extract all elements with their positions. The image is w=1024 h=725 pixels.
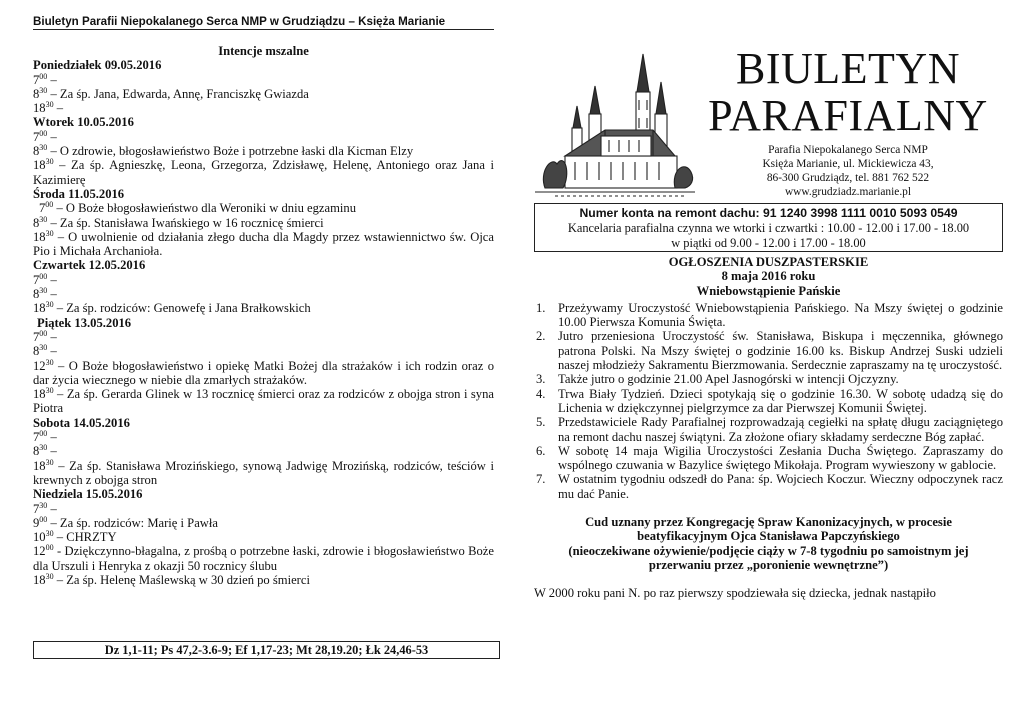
announcement-item — [534, 372, 1003, 386]
mass-minutes: 30 — [45, 300, 54, 310]
mass-intention — [33, 544, 494, 573]
mass-hour: 7 — [33, 430, 40, 445]
mass-hour: 8 — [33, 344, 40, 359]
intention-text: – O zdrowie, błogosławieństwo Boże i potrzebne łaski dla Kicman Elzy — [47, 144, 414, 159]
announcements-section — [534, 255, 1003, 601]
mass-intention — [33, 344, 494, 358]
mass-intention — [33, 459, 494, 488]
mass-intention — [33, 273, 494, 287]
announcement-number: 2. — [536, 329, 546, 344]
announcement-text: Przedstawiciele Rady Parafialnej rozprowadzają cegiełki na spłatę długu zaciągniętego na remont dachu naszej świątyni. Za złożone ofiary składamy serdeczne Bóg zapłać. — [558, 415, 1003, 444]
announcement-text: Przeżywamy Uroczystość Wniebowstąpienia Pańskiego. Na Mszy świętej o godzinie 10.00 Pierwsza Komunia Święta. — [558, 300, 1003, 330]
mass-hour: 18 — [33, 301, 46, 316]
intention-text: – — [47, 72, 57, 87]
mass-intention — [33, 158, 494, 187]
mass-minutes: 00 — [39, 128, 48, 138]
bulletin-header: Biuletyn Parafii Niepokalanego Serca NMP w Grudziądzu – Księża Marianie — [33, 14, 494, 30]
mass-hour: 18 — [33, 572, 46, 587]
intention-text: – Za śp. rodziców: Genowefę i Jana Brałkowskich — [53, 301, 311, 316]
day-title: Sobota 14.05.2016 — [33, 415, 130, 430]
office-hours-1: Kancelaria parafialna czynna we wtorki i czwartki : 10.00 - 12.00 i 17.00 - 18.00 — [567, 221, 970, 235]
mass-intention — [33, 444, 494, 458]
intention-text: – — [47, 329, 57, 344]
intention-text: – O Boże błogosławieństwo dla Weroniki w dniu egzaminu — [53, 201, 356, 216]
day-title: Wtorek 10.05.2016 — [33, 115, 134, 130]
mass-minutes: 30 — [39, 214, 48, 224]
mass-intention — [33, 230, 494, 259]
announcement-number: 3. — [536, 372, 546, 387]
mass-hour: 12 — [33, 544, 46, 559]
mass-hour: 8 — [33, 444, 40, 459]
intention-text: – Za śp. Jana, Edwarda, Annę, Franciszkę Gwiazda — [47, 86, 309, 101]
intention-text: – — [53, 101, 64, 116]
parish-address — [733, 143, 963, 199]
mass-hour: 8 — [33, 144, 40, 159]
announcement-number: 7. — [536, 472, 546, 487]
intention-text: – Za śp. Stanisława Mrozińskiego, synową Jadwigę Mrozińską, rodziców, teściów i krewnych z obojga stron — [33, 458, 494, 487]
mass-intention — [33, 73, 494, 87]
address-line-3: 86-300 Grudziądz, tel. 881 762 522 — [766, 172, 930, 184]
mass-minutes: 30 — [39, 343, 48, 353]
announcements-title: OGŁOSZENIA DUSZPASTERSKIE — [668, 255, 869, 269]
intention-text: – Za śp. Gerarda Glinek w 13 rocznicę śmierci oraz za rodziców z obojga stron i syna Piotra — [33, 387, 494, 416]
mass-intention — [33, 430, 494, 444]
mass-hour: 7 — [33, 501, 40, 516]
miracle-line-1: Cud uznany przez Kongregację Spraw Kanonizacyjnych, w procesie — [585, 515, 952, 530]
mass-intentions-list — [33, 58, 494, 587]
intention-text: – O uwolnienie od działania złego ducha dla Magdy przez wstawiennictwo św. Ojca Pio i Michała Archanioła. — [33, 229, 494, 259]
intention-text: – — [47, 501, 57, 516]
announcement-number: 4. — [536, 386, 546, 401]
mass-intention — [33, 144, 494, 158]
mass-minutes: 00 — [45, 200, 54, 210]
mass-minutes: 30 — [45, 100, 54, 110]
intention-text: – O Boże błogosławieństwo i opiekę Matki Bożej dla strażaków i ich rodzin oraz o dar życia wiecznego w niebie dla zmarłych strażaków. — [33, 358, 494, 387]
mass-minutes: 30 — [39, 143, 48, 153]
mass-minutes: 30 — [45, 157, 54, 167]
intention-text: – — [47, 444, 57, 459]
announcement-item — [534, 329, 1003, 372]
announcement-number: 6. — [536, 443, 546, 458]
mass-intention — [33, 216, 494, 230]
mass-minutes: 30 — [45, 386, 54, 396]
mass-intention — [33, 201, 494, 215]
mass-minutes: 30 — [39, 286, 48, 296]
miracle-heading — [534, 515, 1003, 572]
mass-hour: 7 — [33, 129, 40, 144]
mass-hour: 10 — [33, 530, 46, 545]
mass-minutes: 30 — [45, 228, 54, 238]
mass-intention — [33, 130, 494, 144]
mass-minutes: 30 — [45, 529, 54, 539]
mass-intention — [33, 387, 494, 416]
intention-text: - Dziękczynno-błagalna, z prośbą o potrzebne łaski, zdrowie i błogosławieństwo Boże dla Urszuli i Henryka z okazji 50 rocznicy ślubu — [33, 544, 494, 573]
announcement-item — [534, 301, 1003, 330]
bulletin-title — [693, 45, 1003, 139]
announcement-item — [534, 415, 1003, 444]
announcement-item — [534, 444, 1003, 473]
mass-intention — [33, 330, 494, 344]
mass-hour: 18 — [33, 101, 46, 116]
intention-text: – Za śp. Helenę Maślewską w 30 dzień po śmierci — [53, 572, 310, 587]
mass-intention — [33, 87, 494, 101]
title-line-1: BIULETYN — [736, 44, 960, 93]
church-drawing-icon — [535, 52, 695, 200]
intention-text: – Za śp. rodziców: Marię i Pawła — [47, 515, 218, 530]
mass-intention — [33, 287, 494, 301]
mass-hour: 18 — [33, 387, 46, 402]
mass-minutes: 00 — [39, 71, 48, 81]
mass-hour: 7 — [33, 329, 40, 344]
account-box — [534, 203, 1003, 252]
mass-hour: 7 — [39, 201, 46, 216]
intention-text: – — [47, 287, 57, 302]
announcement-text: W sobotę 14 maja Wigilia Uroczystości Zesłania Ducha Świętego. Zapraszamy do wspólnego czuwania w Bazylice świętego Mikołaja. Program wywieszony w gablocie. — [558, 443, 1003, 473]
mass-hour: 8 — [33, 215, 40, 230]
announcement-number: 5. — [536, 415, 546, 430]
title-line-2: PARAFIALNY — [708, 91, 988, 140]
miracle-story: W 2000 roku pani N. po raz pierwszy spodziewała się dziecka, jednak nastąpiło — [534, 586, 936, 601]
mass-intention — [33, 516, 494, 530]
mass-minutes: 30 — [45, 457, 54, 467]
announcement-number: 1. — [536, 300, 546, 315]
mass-minutes: 00 — [39, 514, 48, 524]
mass-minutes: 00 — [39, 328, 48, 338]
announcement-text: Trwa Biały Tydzień. Dzieci spotykają się o godzinie 16.30. W sobotę udadzą się do Lichenia w dziękczynnej pielgrzymce za dar Pierwszej Komunii Świętej. — [558, 386, 1003, 415]
mass-hour: 18 — [33, 158, 46, 173]
miracle-line-2: beatyfikacyjnym Ojca Stanisława Papczyńskiego — [637, 529, 900, 544]
account-number: Numer konta na remont dachu: 91 1240 3998 1111 0010 5093 0549 — [579, 206, 958, 220]
announcements-feast: Wniebowstąpienie Pańskie — [696, 283, 841, 298]
left-column — [33, 14, 494, 587]
announcement-item — [534, 387, 1003, 416]
mass-minutes: 30 — [39, 85, 48, 95]
mass-hour: 12 — [33, 358, 46, 373]
day-title: Piątek 13.05.2016 — [37, 315, 132, 330]
announcement-item — [534, 472, 1003, 501]
mass-minutes: 30 — [39, 500, 48, 510]
mass-hour: 7 — [33, 272, 40, 287]
mass-intention — [33, 359, 494, 388]
announcements-date: 8 maja 2016 roku — [721, 269, 816, 284]
mass-minutes: 30 — [45, 357, 54, 367]
announcement-text: Także jutro o godzinie 21.00 Apel Jasnogórski w intencji Ojczyzny. — [558, 372, 899, 387]
day-title: Środa 11.05.2016 — [33, 186, 125, 201]
intention-text: – — [47, 129, 57, 144]
intention-text: – — [47, 272, 57, 287]
day-title: Niedziela 15.05.2016 — [33, 487, 143, 502]
mass-minutes: 30 — [45, 571, 54, 581]
readings-box: Dz 1,1-11; Ps 47,2-3.6-9; Ef 1,17-23; Mt 28,19.20; Łk 24,46-53 — [33, 641, 500, 659]
announcement-text: Jutro przeniesiona Uroczystość św. Stanisława, Biskupa i męczennika, głównego patrona Polski. Na Mszy świętej o godzinie 16.00 ks. Biskup Andrzej Suski udzieli naszej młodzieży Sakramentu Bierzmowania. Serdecznie zapraszamy na tę uroczystość. — [558, 329, 1003, 373]
day-title: Czwartek 12.05.2016 — [33, 258, 146, 273]
intention-text: – — [47, 430, 57, 445]
address-line-2: Księża Marianie, ul. Mickiewicza 43, — [762, 158, 934, 170]
miracle-line-4: przerwaniu przez „poronienie wewnętrzne”) — [648, 557, 889, 572]
intention-text: – Za śp. Agnieszkę, Leona, Grzegorza, Zdzisławę, Helenę, Antoniego oraz Jana i Kazimierę — [33, 158, 494, 187]
address-line-1: Parafia Niepokalanego Serca NMP — [768, 144, 928, 156]
day-title: Poniedziałek 09.05.2016 — [33, 58, 162, 73]
mass-hour: 18 — [33, 229, 46, 244]
mass-minutes: 00 — [39, 271, 48, 281]
mass-minutes: 30 — [39, 443, 48, 453]
mass-hour: 8 — [33, 287, 40, 302]
mass-intention — [33, 502, 494, 516]
mass-hour: 7 — [33, 72, 40, 87]
announcements-list — [534, 301, 1003, 501]
intention-text: – CHRZTY — [53, 530, 117, 545]
mass-minutes: 00 — [39, 429, 48, 439]
mass-intention — [33, 573, 494, 587]
mass-hour: 18 — [33, 458, 46, 473]
mass-intention — [33, 530, 494, 544]
mass-hour: 8 — [33, 86, 40, 101]
mass-hour: 9 — [33, 515, 40, 530]
mass-intention — [33, 301, 494, 315]
announcement-text: W ostatnim tygodniu odszedł do Pana: śp. Wojciech Koczur. Wieczny odpoczynek racz mu dać Panie. — [558, 472, 1003, 501]
intentions-title: Intencje mszalne — [218, 44, 309, 58]
intention-text: – — [47, 344, 57, 359]
address-website: www.grudziadz.marianie.pl — [784, 186, 912, 198]
miracle-line-3: (nieoczekiwane ożywienie/podjęcie ciąży w 7-8 tygodniu po samoistnym jej — [568, 543, 969, 558]
mass-minutes: 00 — [45, 543, 54, 553]
intention-text: – Za śp. Stanisława Iwańskiego w 16 rocznicę śmierci — [47, 215, 324, 230]
office-hours-2: w piątki od 9.00 - 12.00 i 17.00 - 18.00 — [671, 235, 866, 250]
mass-intention — [33, 101, 494, 115]
